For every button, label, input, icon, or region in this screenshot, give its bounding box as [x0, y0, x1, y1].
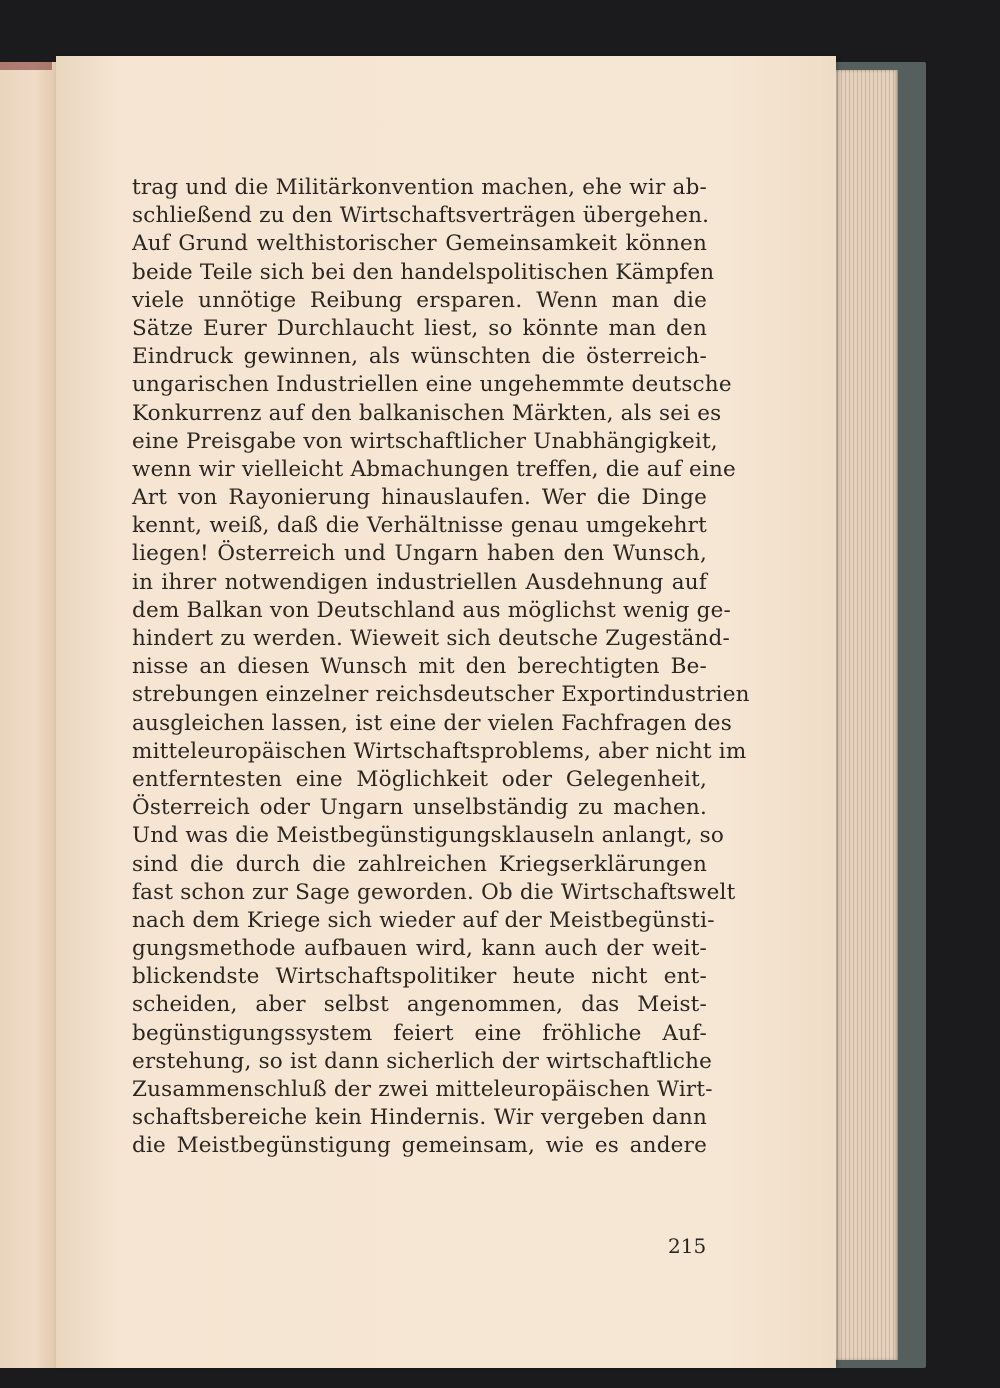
- text-line: nach dem Kriege sich wieder auf der Meistbegünsti-: [132, 907, 715, 933]
- book-page: [56, 56, 836, 1368]
- text-line: Auf Grund welthistorischer Gemeinsamkeit können: [132, 231, 707, 257]
- text-line: schließend zu den Wirtschaftsverträgen übergehen.: [132, 203, 710, 229]
- text-line: ungarischen Industriellen eine ungehemmte deutsche: [132, 372, 732, 398]
- text-line: dem Balkan von Deutschland aus möglichst wenig ge-: [132, 597, 731, 623]
- text-line: kennt, weiß, daß die Verhältnisse genau umgekehrt: [132, 513, 707, 539]
- text-line: in ihrer notwendigen industriellen Ausdehnung auf: [132, 569, 707, 595]
- text-line: Art von Rayonierung hinauslaufen. Wer die Dinge: [132, 485, 707, 511]
- text-line: Eindruck gewinnen, als wünschten die österreich-: [132, 344, 707, 370]
- text-line: erstehung, so ist dann sicherlich der wirtschaftliche: [132, 1048, 713, 1074]
- text-line: die Meistbegünstigung gemeinsam, wie es andere: [132, 1133, 707, 1159]
- text-line: blickendste Wirtschaftspolitiker heute nicht ent-: [132, 964, 707, 990]
- text-line: ausgleichen lassen, ist eine der vielen Fachfragen des: [132, 710, 732, 736]
- text-line: schaftsbereiche kein Hindernis. Wir vergeben dann: [132, 1105, 707, 1131]
- page-stack-edges: [826, 70, 898, 1360]
- text-line: wenn wir vielleicht Abmachungen treffen, die auf eine: [132, 456, 736, 482]
- text-line: viele unnötige Reibung ersparen. Wenn man die: [132, 287, 707, 313]
- text-line: beide Teile sich bei den handelspolitischen Kämpfen: [132, 259, 715, 285]
- text-line: eine Preisgabe von wirtschaftlicher Unabhängigkeit,: [132, 428, 718, 454]
- text-line: Österreich oder Ungarn unselbständig zu machen.: [132, 795, 707, 821]
- text-line: Konkurrenz auf den balkanischen Märkten, als sei es: [132, 400, 722, 426]
- text-line: begünstigungssystem feiert eine fröhliche Auf-: [132, 1020, 707, 1046]
- text-line: Sätze Eurer Durchlaucht liest, so könnte man den: [132, 315, 707, 341]
- text-line: trag und die Militärkonvention machen, ehe wir ab-: [132, 175, 707, 200]
- text-line: liegen! Österreich und Ungarn haben den Wunsch,: [132, 541, 707, 567]
- text-line: sind die durch die zahlreichen Kriegserklärungen: [132, 851, 707, 877]
- text-line: mitteleuropäischen Wirtschaftsproblems, aber nicht im: [132, 738, 747, 764]
- text-line: hindert zu werden. Wieweit sich deutsche Zugeständ-: [132, 626, 730, 651]
- text-line: nisse an diesen Wunsch mit den berechtigten Be-: [132, 654, 707, 680]
- left-page-edge: [0, 62, 57, 1368]
- page-number: 215: [668, 1234, 707, 1258]
- body-text: [132, 174, 750, 1161]
- left-page-binding-edge: [0, 62, 52, 70]
- text-line: gungsmethode aufbauen wird, kann auch der weit-: [132, 936, 707, 962]
- text-line: strebungen einzelner reichsdeutscher Exportindustrien: [132, 682, 750, 708]
- text-line: Zusammenschluß der zwei mitteleuropäischen Wirt-: [132, 1077, 713, 1102]
- text-line: entferntesten eine Möglichkeit oder Gelegenheit,: [132, 766, 707, 792]
- text-line: scheiden, aber selbst angenommen, das Meist-: [132, 992, 707, 1018]
- text-line: fast schon zur Sage geworden. Ob die Wirtschaftswelt: [132, 879, 736, 905]
- text-line: Und was die Meistbegünstigungsklauseln anlangt, so: [132, 823, 725, 849]
